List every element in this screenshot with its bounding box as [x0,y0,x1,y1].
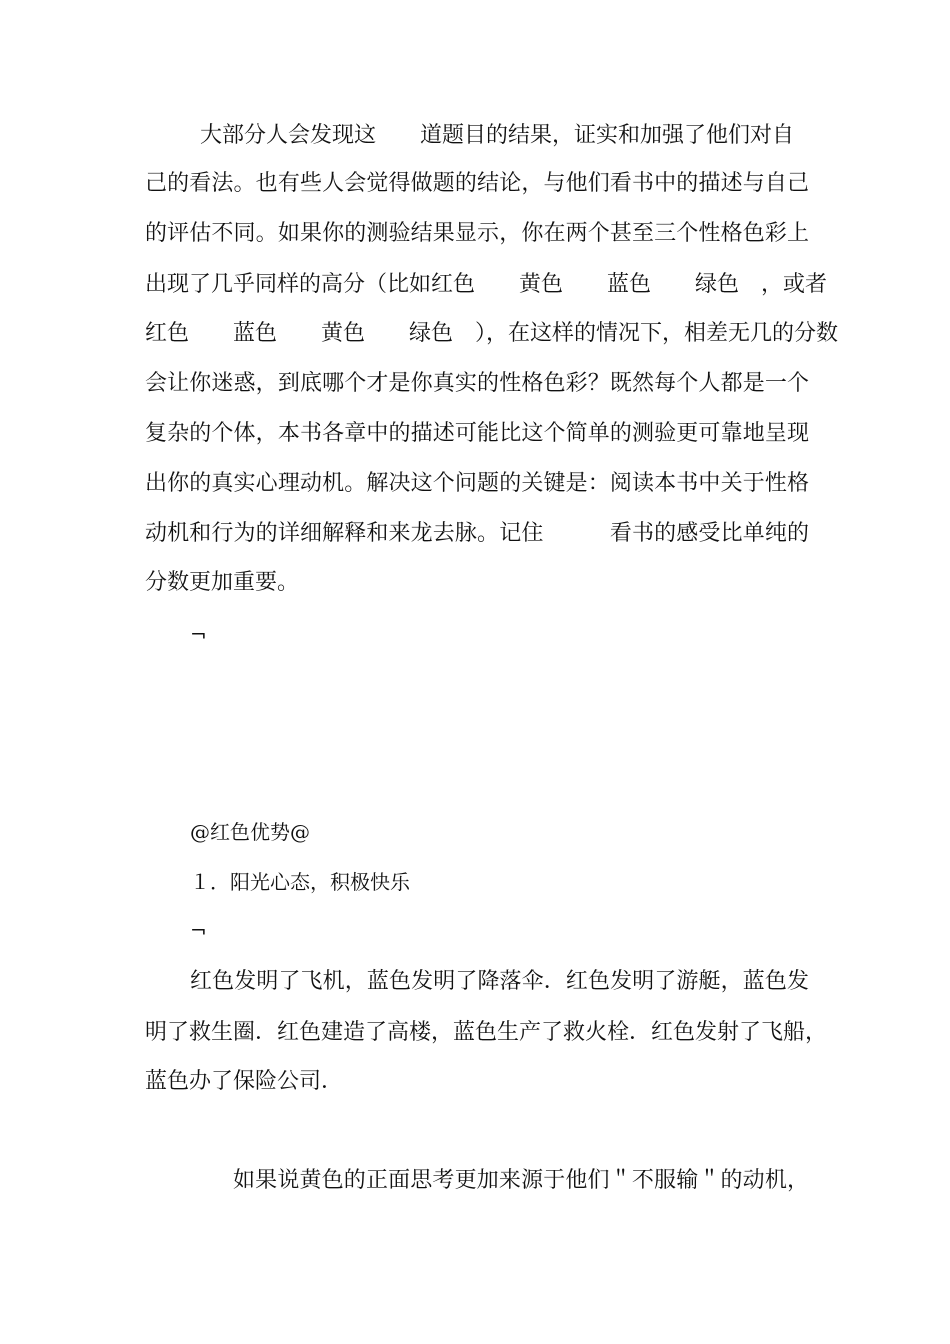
paragraph3-line-1: 如果说黄色的正面思考更加来源于他们＂不服输＂的动机， [233,1168,809,1193]
paragraph1-line-5: 红色 蓝色 黄色 绿色 ），在这样的情况下，相差无几的分数 [145,321,839,346]
section-title: @红色优势@ [190,820,310,844]
paragraph1-line-4: 出现了几乎同样的高分（比如红色 黄色 蓝色 绿色 ，或者 [145,272,828,297]
paragraph2-line-1: 红色发明了飞机，蓝色发明了降落伞．红色发明了游艇，蓝色发 [190,969,809,994]
paragraph1-line-2: 己的看法。也有些人会觉得做题的结论，与他们看书中的描述与自己 [145,171,809,196]
paragraph1-line-8: 出你的真实心理动机。解决这个问题的关键是：阅读本书中关于性格 [145,471,809,496]
subsection-title: １．阳光心态，积极快乐 [190,870,410,894]
paragraph-mark: ¬ [190,622,207,646]
paragraph1-line-3: 的评估不同。如果你的测验结果显示，你在两个甚至三个性格色彩上 [145,221,809,246]
paragraph-mark: ¬ [190,918,207,942]
paragraph2-line-2: 明了救生圈．红色建造了高楼，蓝色生产了救火栓．红色发射了飞船， [145,1020,828,1045]
paragraph1-line-9: 动机和行为的详细解释和来龙去脉。记住 看书的感受比单纯的 [145,521,809,546]
paragraph2-line-3: 蓝色办了保险公司． [145,1069,344,1094]
paragraph1-line-6: 会让你迷惑，到底哪个才是你真实的性格色彩？既然每个人都是一个 [145,371,809,396]
paragraph1-line-10: 分数更加重要。 [145,570,300,595]
paragraph1-line-7: 复杂的个体，本书各章中的描述可能比这个简单的测验更可靠地呈现 [145,421,809,446]
paragraph1-line-1: 大部分人会发现这 道题目的结果，证实和加强了他们对自 [200,123,795,148]
